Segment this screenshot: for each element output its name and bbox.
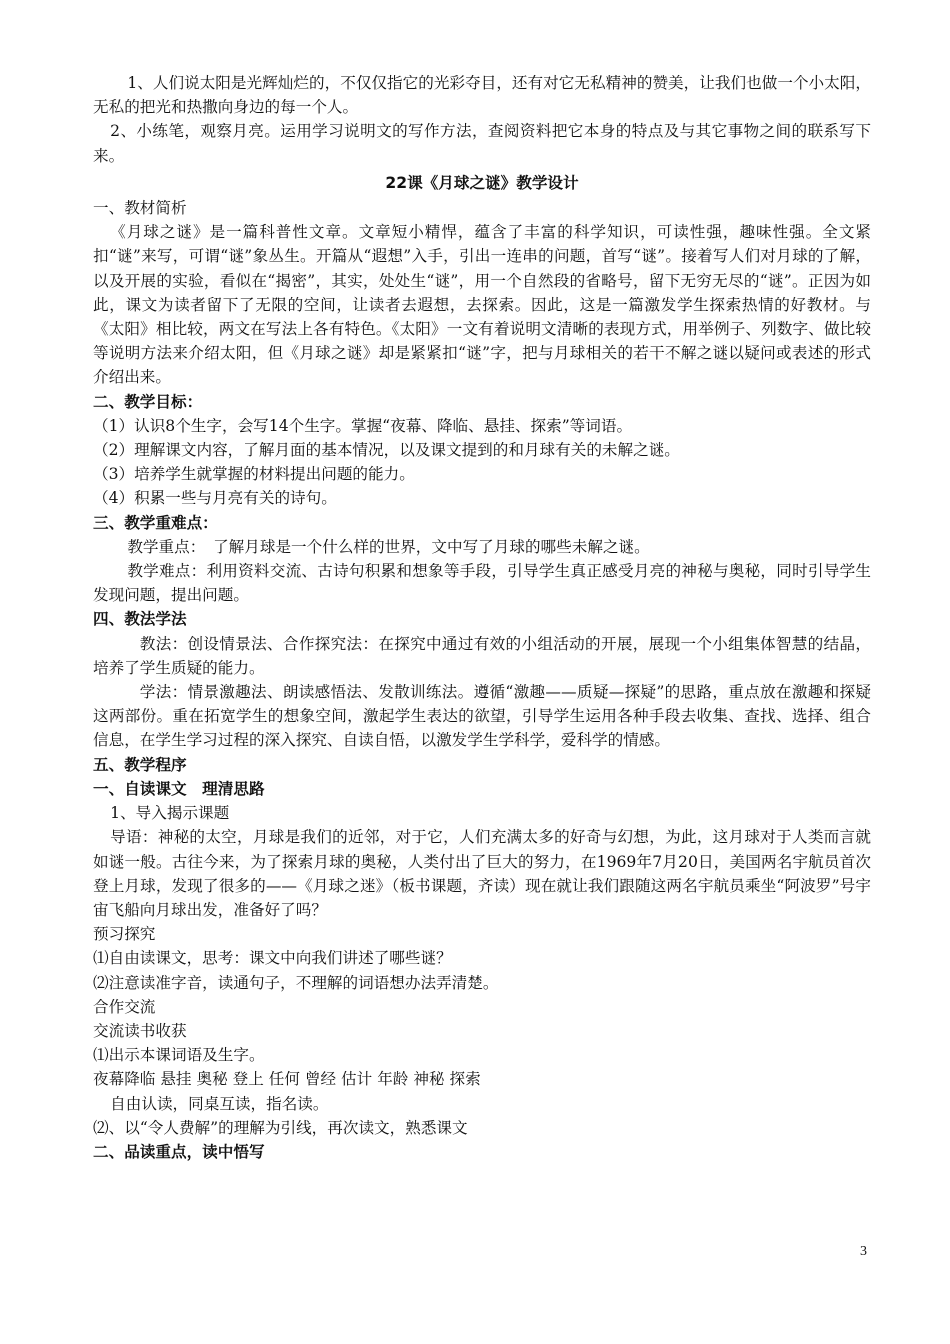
- list-item: （4）积累一些与月亮有关的诗句。: [93, 489, 337, 508]
- paragraph: 2、小练笔，观察月亮。运用学习说明文的写作方法，查阅资料把它本身的特点及与其它事物之间的联系写下来。: [93, 122, 871, 165]
- paragraph: 1、人们说太阳是光辉灿烂的，不仅仅指它的光彩夺目，还有对它无私精神的赞美，让我们也做一个小太阳，无私的把光和热撒向身边的每一个人。: [93, 74, 871, 117]
- paragraph: 1、导入揭示课题: [110, 804, 230, 823]
- list-item: ⑵注意读准字音，读通句子，不理解的词语想办法弄清楚。: [93, 973, 499, 992]
- list-item: ⑴自由读课文，思考：课文中向我们讲述了哪些谜？: [93, 949, 452, 968]
- document-body: [93, 71, 871, 1164]
- paragraph: 合作交流: [93, 997, 156, 1016]
- page-number: 3: [860, 1244, 867, 1259]
- section-heading: 二、教学目标：: [93, 392, 203, 411]
- list-item: ⑴出示本课词语及生字。: [93, 1046, 265, 1065]
- list-item: （2）理解课文内容，了解月面的基本情况，以及课文提到的和月球有关的未解之谜。: [93, 441, 680, 460]
- list-item: （3）培养学生就掌握的材料提出问题的能力。: [93, 465, 415, 484]
- section-heading: 四、教法学法: [93, 610, 187, 629]
- section-heading: 一、自读课文 理清思路: [93, 779, 265, 798]
- paragraph: 交流读书收获: [93, 1021, 187, 1040]
- section-heading: 三、教学重难点：: [93, 513, 218, 532]
- section-heading: 五、教学程序: [93, 755, 187, 774]
- paragraph: 自由认读，同桌互读，指名读。: [110, 1094, 329, 1113]
- paragraph: 导语：神秘的太空，月球是我们的近邻，对于它，人们充满太多的好奇与幻想，为此，这月球对于人类而言就如谜一般。古往今来，为了探索月球的奥秘，人类付出了巨大的努力，在1969年7月20日，美国两名宇航员首次登上月球，发现了很多的——《月球之迷》（板书课题，齐读）现在就让我们跟随这两名宇航员乘坐“阿波罗”号宇宙飞船向月球出发，准备好了吗？: [93, 828, 871, 919]
- section-heading: 二、品读重点，读中悟写: [93, 1142, 265, 1161]
- list-item: ⑵、以“令人费解”的理解为引线，再次读文，熟悉课文: [93, 1118, 468, 1137]
- paragraph: 《月球之谜》是一篇科普性文章。文章短小精悍，蕴含了丰富的科学知识，可读性强，趣味性强。全文紧扣“谜”来写，可谓“谜”象丛生。开篇从“遐想”入手，引出一连串的问题，首写“谜”。接着写人们对月球的了解，以及开展的实验，看似在“揭密”，其实，处处生“谜”，用一个自然段的省略号，留下无穷无尽的“谜”。正因为如此，课文为读者留下了无限的空间，让读者去遐想，去探索。因此，这是一篇激发学生探索热情的好教材。与《太阳》相比较，两文在写法上各有特色。《太阳》一文有着说明文清晰的表现方式，用举例子、列数字、做比较等说明方法来介绍太阳，但《月球之谜》却是紧紧扣“谜”字，把与月球相关的若干不解之谜以疑问或表述的形式介绍出来。: [93, 223, 871, 387]
- paragraph: 教学重点： 了解月球是一个什么样的世界，文中写了月球的哪些未解之谜。: [127, 537, 650, 556]
- section-heading: 一、教材简析: [93, 199, 187, 218]
- vocabulary-line: 夜幕降临 悬挂 奥秘 登上 任何 曾经 估计 年龄 神秘 探索: [93, 1070, 481, 1089]
- paragraph: 教学难点：利用资料交流、古诗句积累和想象等手段，引导学生真正感受月亮的神秘与奥秘，同时引导学生发现问题，提出问题。: [93, 562, 871, 605]
- paragraph: 教法：创设情景法、合作探究法：在探究中通过有效的小组活动的开展，展现一个小组集体智慧的结晶，培养了学生质疑的能力。: [93, 634, 871, 677]
- lesson-title: 22课《月球之谜》教学设计: [385, 173, 579, 192]
- paragraph: 预习探究: [93, 925, 156, 944]
- paragraph: 学法：情景激趣法、朗读感悟法、发散训练法。遵循“激趣——质疑—探疑”的思路，重点放在激趣和探疑这两部份。重在拓宽学生的想象空间，激起学生表达的欲望，引导学生运用各种手段去收集、查找、选择、组合信息，在学生学习过程的深入探究、自读自悟，以激发学生学科学，爱科学的情感。: [93, 683, 871, 750]
- list-item: （1）认识8个生字，会写14个生字。掌握“夜幕、降临、悬挂、探索”等词语。: [93, 416, 633, 435]
